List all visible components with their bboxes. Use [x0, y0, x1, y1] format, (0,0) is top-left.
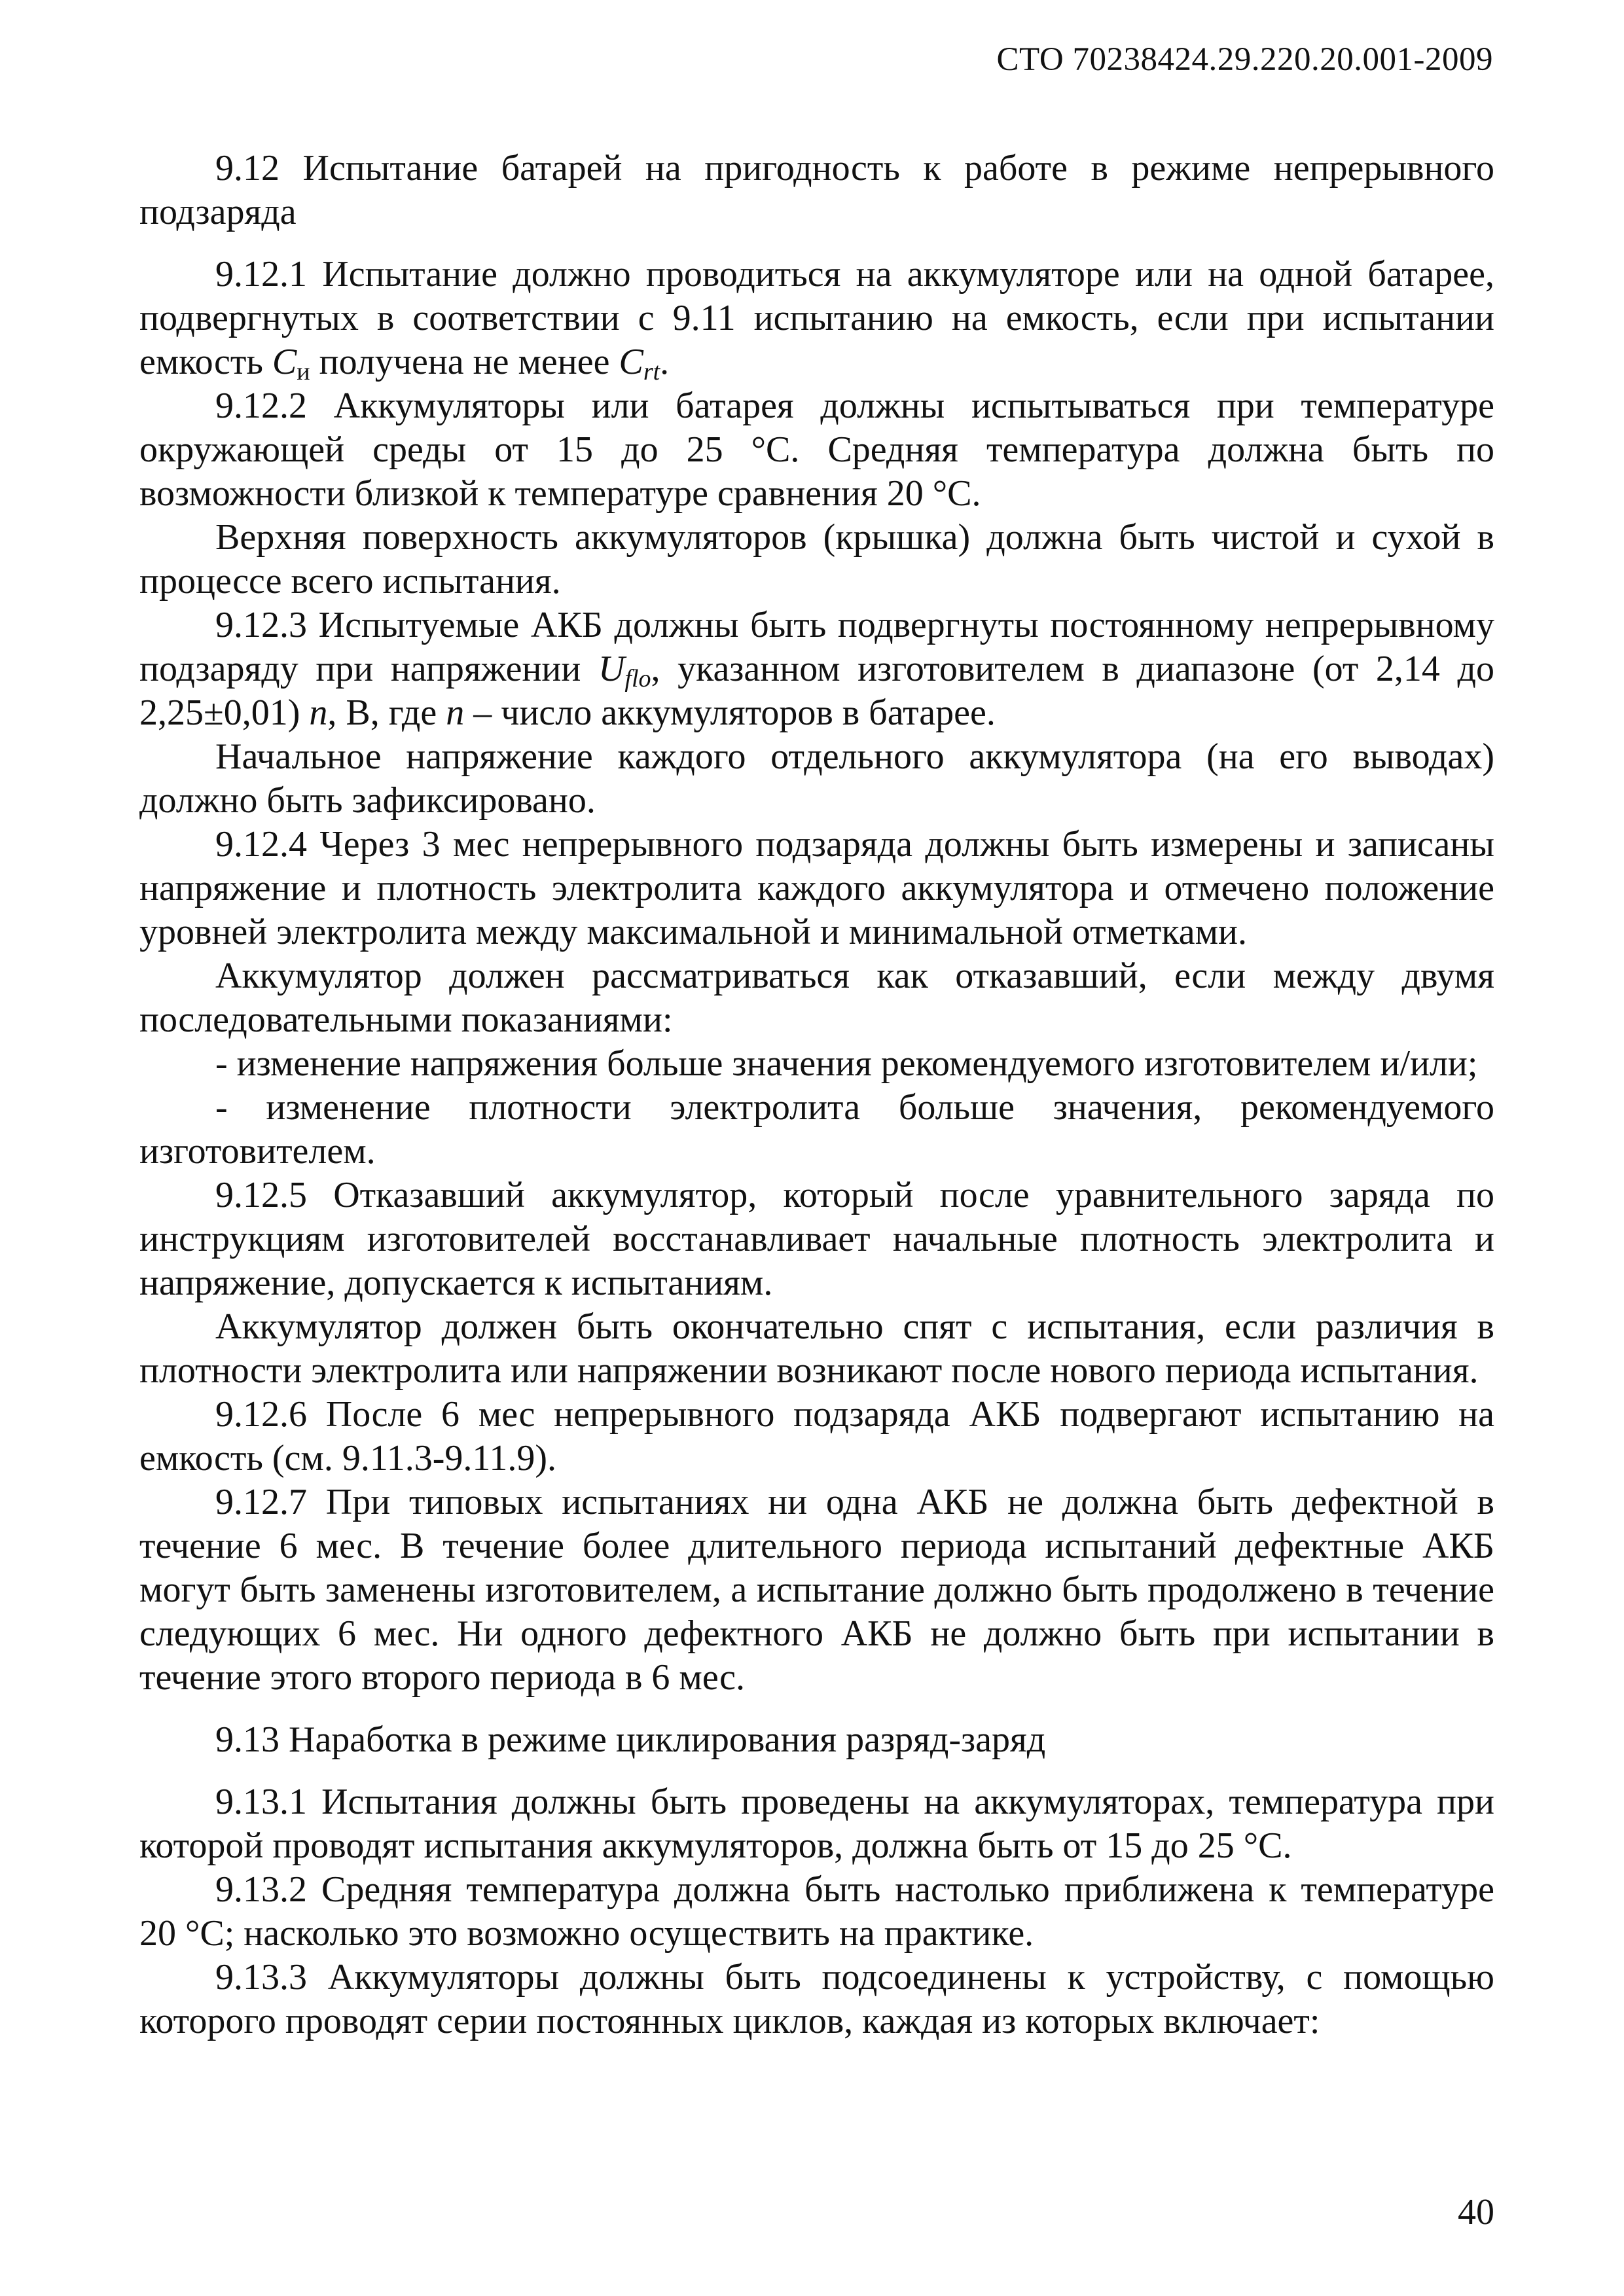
clause-9-12-3	[139, 603, 1494, 735]
clause-text: получена не менее	[310, 342, 619, 382]
document-body	[139, 147, 1494, 2043]
symbol-n: n	[446, 692, 465, 733]
clause-9-12-2: 9.12.2 Аккумуляторы или батарея должны испытываться при температуре окружающей среды от 15 до 25 °С. Средняя температура должна быть по возможности близкой к температуре сравнения 20 °С.	[139, 386, 1494, 514]
symbol-crt-subscript: rt	[643, 358, 660, 386]
paragraph-initial-voltage: Начальное напряжение каждого отдельного аккумулятора (на его выводах) должно быть зафиксировано.	[139, 736, 1494, 821]
clause-9-13-1: 9.13.1 Испытания должны быть проведены на аккумуляторах, температура при которой проводят испытания аккумуляторов, должна быть от 15 до 25 °С.	[139, 1782, 1494, 1866]
clause-9-12-1	[139, 253, 1494, 384]
clause-text: , В, где	[327, 692, 446, 733]
clause-text: .	[660, 342, 670, 382]
symbol-crt: C	[619, 342, 643, 382]
symbol-n: n	[309, 692, 328, 733]
clause-9-12-5: 9.12.5 Отказавший аккумулятор, который после уравнительного заряда по инструкциям изготовителей восстанавливает начальные плотность электролита и напряжение, допускается к испытаниям.	[139, 1175, 1494, 1303]
clause-text: 9.12.1 Испытание должно проводиться на аккумуляторе или на одной батарее, подвергнутых в соответствии с 9.11 испытанию на емкость, если при испытании емкость	[139, 254, 1494, 382]
paragraph-removal: Аккумулятор должен быть окончательно спят с испытания, если различия в плотности электролита или напряжении возникают после нового периода испытания.	[139, 1306, 1494, 1391]
symbol-u: U	[598, 649, 625, 689]
list-item-voltage-change: - изменение напряжения больше значения рекомендуемого изготовителем и/или;	[215, 1043, 1478, 1084]
clause-text: 9.12.3 Испытуемые АКБ должны быть подвергнуты постоянному непрерывному подзаряду при напряжении	[139, 605, 1494, 689]
clause-9-12-4: 9.12.4 Через 3 мес непрерывного подзаряда должны быть измерены и записаны напряжение и плотность электролита каждого аккумулятора и отмечено положение уровней электролита между максимальной и минимальной отметками.	[139, 824, 1494, 952]
paragraph-failed-accumulator: Аккумулятор должен рассматриваться как отказавший, если между двумя последовательными показаниями:	[139, 956, 1494, 1040]
section-heading-9-13: 9.13 Наработка в режиме циклирования разряд-заряд	[215, 1719, 1046, 1760]
paragraph-top-surface: Верхняя поверхность аккумуляторов (крышка) должна быть чистой и сухой в процессе всего испытания.	[139, 517, 1494, 601]
page-number: 40	[1458, 2192, 1494, 2233]
clause-9-13-2: 9.13.2 Средняя температура должна быть настолько приближена к температуре 20 °С; насколько это возможно осуществить на практике.	[139, 1869, 1494, 1954]
document-code-header: СТО 70238424.29.220.20.001-2009	[996, 41, 1493, 78]
symbol-ci-subscript: и	[297, 358, 310, 386]
clause-9-12-6: 9.12.6 После 6 мес непрерывного подзаряда АКБ подвергают испытанию на емкость (см. 9.11.3-9.11.9).	[139, 1394, 1494, 1479]
section-heading-9-12: 9.12 Испытание батарей на пригодность к работе в режиме непрерывного подзаряда	[139, 148, 1494, 232]
clause-text: – число аккумуляторов в батарее.	[464, 692, 996, 733]
symbol-u-subscript: flo	[624, 665, 651, 692]
clause-text: , указанном изготовителем в диапазоне (от 2,14 до 2,25±0,01)	[139, 649, 1494, 733]
clause-9-12-7: 9.12.7 При типовых испытаниях ни одна АКБ не должна быть дефектной в течение 6 мес. В течение более длительного периода испытаний дефектные АКБ могут быть заменены изготовителем, а испытание должно быть продолжено в течение следующих 6 мес. Ни одного дефектного АКБ не должно быть при испытании в течение этого второго периода в 6 мес.	[139, 1482, 1494, 1698]
symbol-ci: C	[272, 342, 297, 382]
clause-9-13-3: 9.13.3 Аккумуляторы должны быть подсоединены к устройству, с помощью которого проводят серии постоянных циклов, каждая из которых включает:	[139, 1957, 1494, 2041]
list-item-density-change: - изменение плотности электролита больше значения, рекомендуемого изготовителем.	[139, 1087, 1494, 1172]
